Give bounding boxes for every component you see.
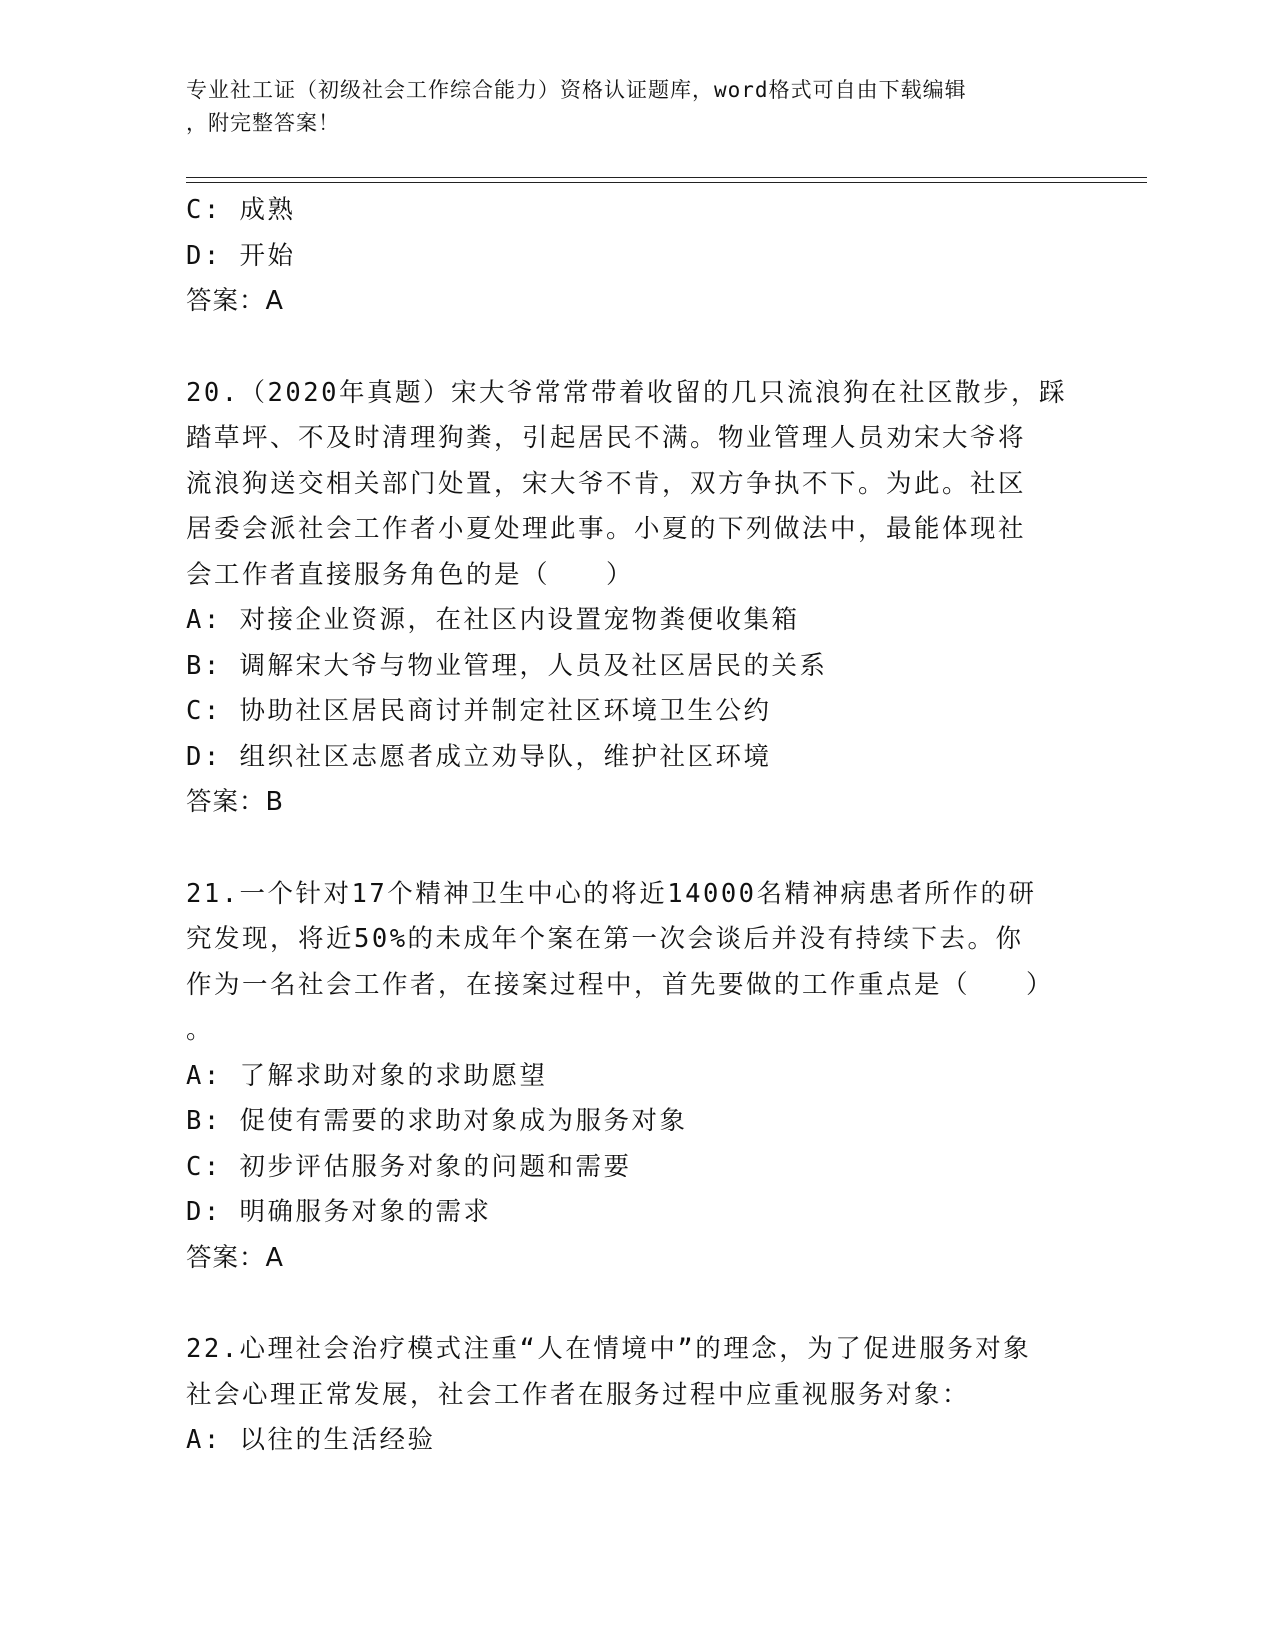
header-divider-top bbox=[186, 177, 1147, 178]
question-text-line: 21.一个针对17个精神卫生中心的将近14000名精神病患者所作的研 bbox=[186, 878, 1037, 909]
question-content bbox=[186, 188, 1086, 1464]
question-text-line: 会工作者直接服务角色的是（ ） bbox=[186, 559, 635, 590]
answer-line: 答案：A bbox=[186, 1242, 284, 1273]
question-text-line: 20.（2020年真题）宋大爷常常带着收留的几只流浪狗在社区散步，踩 bbox=[186, 377, 1067, 408]
question-text-line: 居委会派社会工作者小夏处理此事。小夏的下列做法中，最能体现社 bbox=[186, 514, 1027, 544]
question-text-line: 作为一名社会工作者，在接案过程中，首先要做的工作重点是（ ） bbox=[186, 969, 1055, 1000]
option-c: C: 协助社区居民商讨并制定社区环境卫生公约 bbox=[186, 696, 772, 726]
option-b: B: 促使有需要的求助对象成为服务对象 bbox=[186, 1106, 688, 1136]
answer-line: 答案：A bbox=[186, 286, 284, 316]
question-gap bbox=[186, 826, 1086, 872]
header-title-line-2: ，附完整答案！ bbox=[186, 111, 340, 135]
question-text-line: 流浪狗送交相关部门处置，宋大爷不肯，双方争执不下。为此。社区 bbox=[186, 468, 1027, 499]
question-text-line: 究发现，将近50%的未成年个案在第一次会谈后并没有持续下去。你 bbox=[186, 924, 1024, 954]
question-text-line: 踏草坪、不及时清理狗粪，引起居民不满。物业管理人员劝宋大爷将 bbox=[186, 423, 1027, 453]
question-20 bbox=[186, 371, 1086, 826]
question-gap bbox=[186, 325, 1086, 371]
question-text-line: 22.心理社会治疗模式注重“人在情境中”的理念，为了促进服务对象 bbox=[186, 1334, 1032, 1364]
option-a: A: 以往的生活经验 bbox=[186, 1425, 436, 1455]
question-text-line: 。 bbox=[186, 1015, 215, 1045]
option-a: A: 了解求助对象的求助愿望 bbox=[186, 1060, 548, 1091]
option-d: D: 开始 bbox=[186, 240, 296, 271]
option-b: B: 调解宋大爷与物业管理，人员及社区居民的关系 bbox=[186, 650, 828, 681]
header-title-line-1: 专业社工证（初级社会工作综合能力）资格认证题库，word格式可自由下载编辑 bbox=[186, 78, 967, 102]
question-gap bbox=[186, 1281, 1086, 1327]
answer-line: 答案：B bbox=[186, 787, 284, 817]
question-text-line: 社会心理正常发展，社会工作者在服务过程中应重视服务对象： bbox=[186, 1379, 971, 1410]
question-22 bbox=[186, 1327, 1086, 1464]
option-a: A: 对接企业资源，在社区内设置宠物粪便收集箱 bbox=[186, 605, 800, 635]
question-21 bbox=[186, 872, 1086, 1282]
question-19-tail bbox=[186, 188, 1086, 325]
option-c: C: 成熟 bbox=[186, 195, 296, 225]
option-d: D: 明确服务对象的需求 bbox=[186, 1197, 492, 1227]
header-divider-bottom bbox=[186, 182, 1147, 183]
option-c: C: 初步评估服务对象的问题和需要 bbox=[186, 1151, 632, 1182]
document-header bbox=[186, 74, 1066, 140]
option-d: D: 组织社区志愿者成立劝导队，维护社区环境 bbox=[186, 741, 772, 772]
